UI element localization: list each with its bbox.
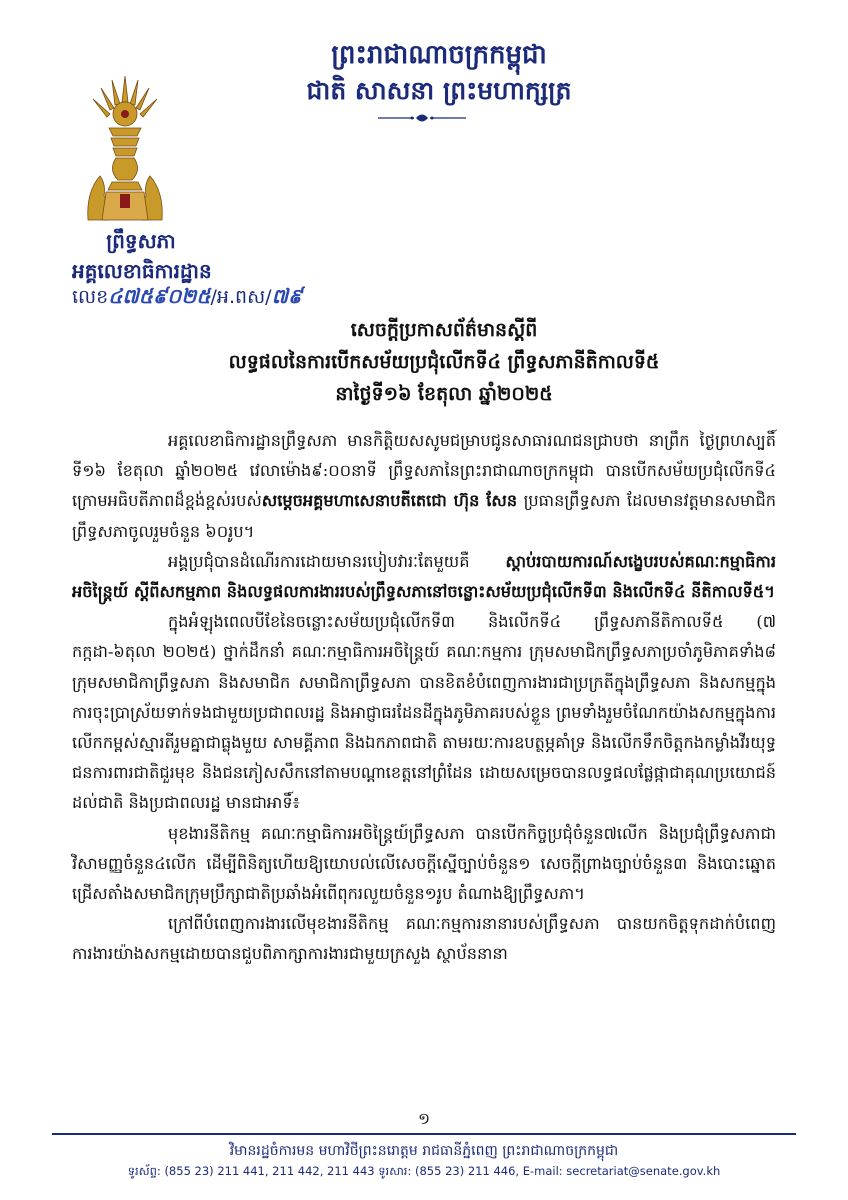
- footer-address: វិមានរដ្ឋចំការមន មហាវិថីព្រះនរោត្តម រាជធានីភ្នំពេញ ព្រះរាជាណាចក្រកម្ពុជា: [229, 1143, 619, 1159]
- reference-handwritten-number: ៤៧៥៩០២៥: [108, 284, 211, 308]
- footer-contact: ទូរស័ព្ទ: (855 23) 211 441, 211 442, 211 443 ទូរសារ: (855 23) 211 446, E-mail: secretariat@senate.gov.kh: [127, 1164, 721, 1178]
- paragraph-2-text: អង្គប្រជុំបានដំណើរការដោយមានរបៀបវារៈតែមួយគឺ: [168, 551, 506, 571]
- reference-prefix: លេខ: [72, 286, 109, 308]
- paragraph-1-tail: ប្រធានព្រឹទ្ធសភា ដែលមានវត្តមានសមាជិកព្រឹទ្ធសភាចូលរួមចំនួន ៦០រូប។: [72, 491, 776, 541]
- page-number: ១: [417, 1109, 431, 1128]
- paragraph-2-bold: ស្តាប់របាយការណ៍សង្ខេបរបស់គណៈកម្មាធិការអចិន្ត្រៃយ៍ ស្តីពីសកម្មភាព និងលទ្ធផលការងាររបស់ព្រឹទ្ធសភានៅចន្លោះសម័យប្រជុំលើកទី៣ និងលើកទី៤ នីតិកាលទី៥។: [72, 551, 776, 602]
- document-title-date: នាថ្ងៃទី១៦ ខែតុលា ឆ្នាំ២០២៥: [335, 383, 553, 405]
- paragraph-1: [72, 426, 776, 547]
- paragraph-4: មុខងារនីតិកម្ម គណៈកម្មាធិការអចិន្ត្រៃយ៍ព្រឹទ្ធសភា បានបើកកិច្ចប្រជុំចំនួន៧លើក និងប្រជុំព្រឹទ្ធសភាជាវិសាមញ្ញចំនួន៤លើក ដើម្បីពិនិត្យហើយឱ្យយោបល់លើសេចក្តីស្នើច្បាប់ចំនួន១ សេចក្តីព្រាងច្បាប់ចំនួន៣ និងបោះឆ្នោតជ្រើសតាំងសមាជិកក្រុមប្រឹក្សាជាតិប្រឆាំងអំពើពុករលួយចំនួន១រូប តំណាងឱ្យព្រឹទ្ធសភា។: [72, 823, 776, 904]
- kingdom-title: ព្រះរាជាណាចក្រកម្ពុជា: [331, 40, 547, 70]
- paragraph-5: ក្រៅពីបំពេញការងារលើមុខងារនីតិកម្ម គណៈកម្មការនានារបស់ព្រឹទ្ធសភា បានយកចិត្តទុកដាក់បំពេញការងារយ៉ាងសកម្មដោយបានជួបពិភាក្សាការងារជាមួយក្រសួង ស្ថាប័ននានា: [72, 914, 776, 964]
- organization-department: អគ្គលេខាធិការដ្ឋាន: [72, 259, 212, 283]
- reference-number: [72, 283, 302, 313]
- national-motto: ជាតិ សាសនា ព្រះមហាក្សត្រ: [306, 76, 572, 105]
- reference-handwritten-suffix: ៧៩: [271, 284, 303, 308]
- footer-divider: [52, 1133, 796, 1135]
- reference-code: /អ.ពស/: [210, 286, 272, 308]
- paragraph-2: [72, 547, 776, 607]
- document-title-line1: សេចក្តីប្រកាសព័ត៌មានស្តីពី: [350, 319, 538, 341]
- divider-ornament-icon: [376, 112, 468, 124]
- paragraph-1-bold: សម្តេចអគ្គមហាសេនាបតីតេជោ ហ៊ុន សែន: [261, 491, 518, 511]
- document-title-line2: លទ្ធផលនៃការបើកសម័យប្រជុំលើកទី៤ ព្រឹទ្ធសភានីតិកាលទី៥: [228, 351, 660, 373]
- paragraph-3: ក្នុងអំឡុងពេលបីខែនៃចន្លោះសម័យប្រជុំលើកទី៣ និងលើកទី៤ ព្រឹទ្ធសភានីតិកាលទី៥ (៧ កក្កដា-៦តុលា ២០២៥) ថ្នាក់ដឹកនាំ គណៈកម្មាធិការអចិន្ត្រៃយ៍ គណៈកម្មការ ក្រុមសមាជិកព្រឹទ្ធសភាប្រចាំភូមិភាគទាំង៨ ក្រុមសមាជិកាព្រឹទ្ធសភា និងសមាជិក សមាជិកាព្រឹទ្ធសភា បានខិតខំបំពេញការងារជាប្រក្រតីក្នុងព្រឹទ្ធសភា និងសកម្មក្នុងការចុះប្រាស្រ័យទាក់ទងជាមួយប្រជាពលរដ្ឋ និងអាជ្ញាធរដែនដីក្នុងភូមិភាគរបស់ខ្លួន ព្រមទាំងរួមចំណែកយ៉ាងសកម្មក្នុងការលើកកម្ពស់ស្មារតីរួមគ្នាជាធ្លុងមួយ សាមគ្គីភាព និងឯកភាពជាតិ តាមរយៈការឧបត្ថម្ភគាំទ្រ និងលើកទឹកចិត្តកងកម្លាំងវីរយុទ្ធជនការពារជាតិជួរមុខ និងជនភៀសសឹកនៅតាមបណ្តាខេត្តនៅព្រំដែន ដោយសម្រេចបានលទ្ធផលផ្លែផ្កាជាគុណប្រយោជន៍ដល់ជាតិ និងប្រជាពលរដ្ឋ មានជាអាទិ៍៖: [72, 612, 776, 813]
- document-body: [72, 426, 776, 970]
- paragraph-1-text: អគ្គលេខាធិការដ្ឋានព្រឹទ្ធសភា មានកិត្តិយសសូមជម្រាបជូនសាធារណជនជ្រាបថា នាព្រឹក ថ្ងៃព្រហស្បតិ៍ ទី១៦ ខែតុលា ឆ្នាំ២០២៥ វេលាម៉ោង៩:០០នាទី ព្រឹទ្ធសភានៃព្រះរាជាណាចក្រកម្ពុជា បានបើកសម័យប្រជុំលើកទី៤ ក្រោមអធិបតីភាពដ៏ខ្ពង់ខ្ពស់របស់: [72, 431, 776, 511]
- organization-name: ព្រឹទ្ធសភា: [106, 229, 176, 253]
